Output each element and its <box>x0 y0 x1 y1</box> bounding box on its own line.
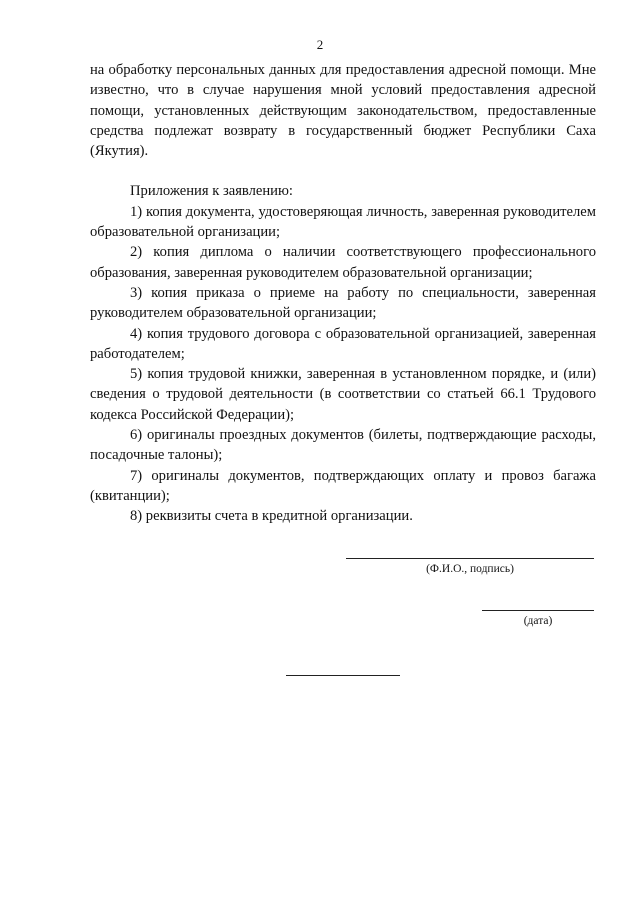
attachment-item: 5) копия трудовой книжки, заверенная в установленном порядке, и (или) сведения о трудовой деятельности (в соответствии со статьей 66.1 Трудового кодекса Российской Федерации); <box>90 366 596 423</box>
date-label: (дата) <box>523 615 553 627</box>
end-divider-line <box>286 675 400 676</box>
attachment-item: 3) копия приказа о приеме на работу по специальности, заверенная руководителем образовательной организации; <box>90 284 596 322</box>
attachment-item: 2) копия диплома о наличии соответствующего профессионального образования, заверенная руководителем образовательной организации; <box>90 244 596 281</box>
intro-paragraph: на обработку персональных данных для предоставления адресной помощи. Мне известно, что в случае нарушения мной условий предоставления адресной помощи, установленных действующим законодательством, предоставленные средства подлежат возврату в государственный бюджет Республики Саха (Якутия). <box>90 62 596 160</box>
attachment-item: 4) копия трудового договора с образовательной организацией, заверенная работодателем; <box>90 325 596 362</box>
attachment-item: 8) реквизиты счета в кредитной организации. <box>130 508 413 525</box>
attachments-heading: Приложения к заявлению: <box>130 183 293 200</box>
attachment-item: 7) оригиналы документов, подтверждающих оплату и провоз багажа (квитанции); <box>90 467 596 504</box>
name-signature-label: (Ф.И.О., подпись) <box>426 563 514 575</box>
attachment-item: 1) копия документа, удостоверяющая личность, заверенная руководителем образовательной организации; <box>90 203 596 241</box>
date-line <box>482 610 594 611</box>
attachment-item: 6) оригиналы проездных документов (билеты, подтверждающие расходы, посадочные талоны); <box>90 427 596 464</box>
page-number: 2 <box>316 37 324 52</box>
name-signature-line <box>346 558 594 559</box>
document-body <box>90 60 596 527</box>
